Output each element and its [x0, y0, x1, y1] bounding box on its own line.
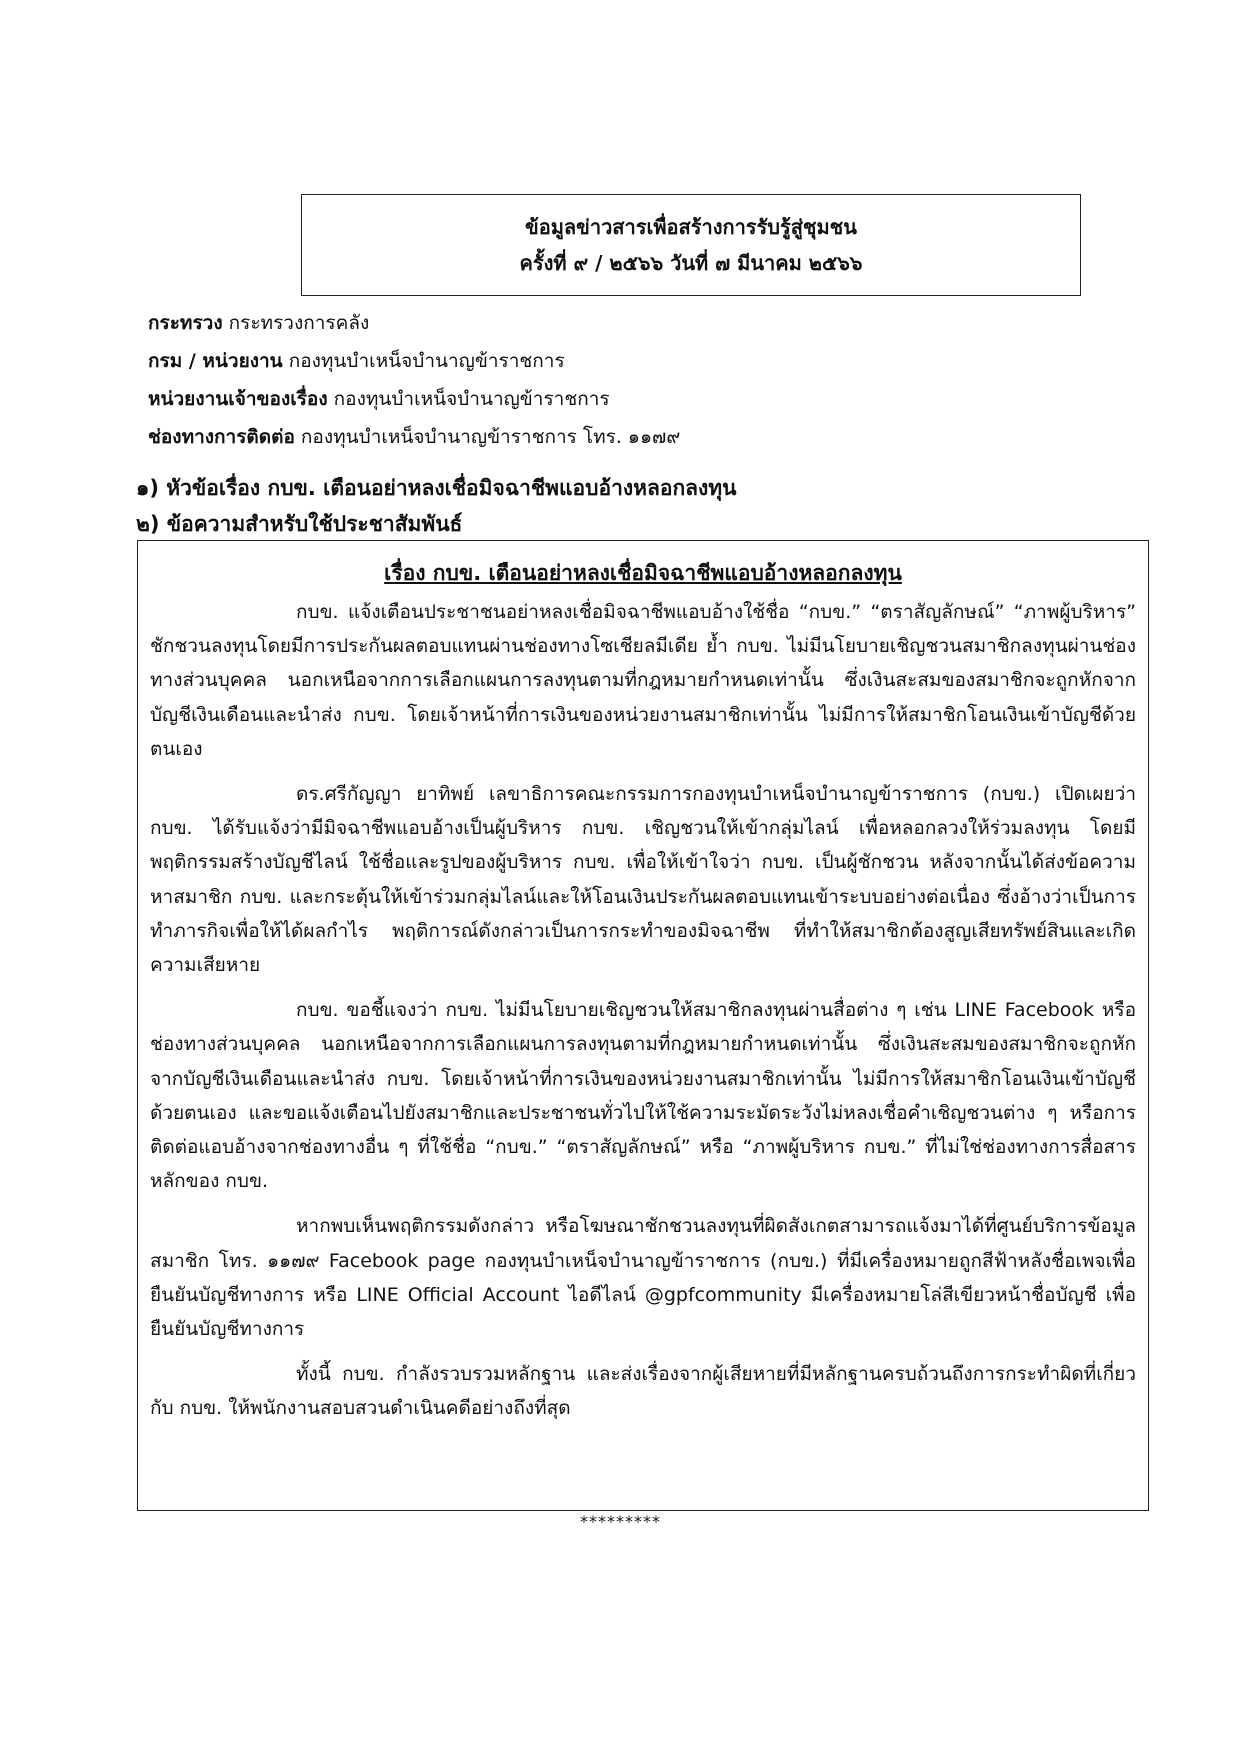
article-paragraph: ทั้งนี้ กบข. กำลังรวบรวมหลักฐาน และส่งเรื่องจากผู้เสียหายที่มีหลักฐานครบถ้วนถึงการกระทำผิดที่เกี่ยวกับ กบข. ให้พนักงานสอบสวนดำเนินคดีอย่างถึงที่สุด — [150, 1363, 1136, 1420]
section-message: ๒) ข้อความสำหรับใช้ประชาสัมพันธ์ — [136, 512, 463, 536]
meta-department-label: กรม / หน่วยงาน — [148, 350, 283, 372]
meta-ministry-label: กระทรวง — [148, 312, 223, 334]
meta-contact — [148, 418, 680, 456]
article-paragraph: กบข. ขอชี้แจงว่า กบข. ไม่มีนโยบายเชิญชวนให้สมาชิกลงทุนผ่านสื่อต่าง ๆ เช่น LINE Facebook หรือช่องทางส่วนบุคคล นอกเหนือจากการเลือกแผนการลงทุนตามที่กฎหมายกำหนดเท่านั้น ซึ่งเงินสะสมของสมาชิกจะถูกหักจากบัญชีเงินเดือนและนำส่ง กบข. โดยเจ้าหน้าที่การเงินของหน่วยงานสมาชิกเท่านั้น ไม่มีการให้สมาชิกโอนเงินเข้าบัญชีด้วยตนเอง และขอแจ้งเตือนไปยังสมาชิกและประชาชนทั่วไปให้ใช้ความระมัดระวังไม่หลงเชื่อคำเชิญชวนต่าง ๆ หรือการติดต่อแอบอ้างจากช่องทางอื่น ๆ ที่ใช้ชื่อ “กบข.” “ตราสัญลักษณ์” หรือ “ภาพผู้บริหาร กบข.” ที่ไม่ใช่ช่องทางการสื่อสารหลักของ กบข. — [150, 999, 1136, 1193]
meta-department-value: กองทุนบำเหน็จบำนาญข้าราชการ — [288, 350, 565, 372]
article-paragraph: ดร.ศรีกัญญา ยาทิพย์ เลขาธิการคณะกรรมการกองทุนบำเหน็จบำนาญข้าราชการ (กบข.) เปิดเผยว่า กบข. ได้รับแจ้งว่ามีมิจฉาชีพแอบอ้างเป็นผู้บริหาร กบข. เชิญชวนให้เข้ากลุ่มไลน์ เพื่อหลอกลวงให้ร่วมลงทุน โดยมีพฤติกรรมสร้างบัญชีไลน์ ใช้ชื่อและรูปของผู้บริหาร กบข. เพื่อให้เข้าใจว่า กบข. เป็นผู้ชักชวน หลังจากนั้นได้ส่งข้อความหาสมาชิก กบข. และกระตุ้นให้เข้าร่วมกลุ่มไลน์และให้โอนเงินประกันผลตอบแทนเข้าระบบอย่างต่อเนื่อง ซึ่งอ้างว่าเป็นการทำภารกิจเพื่อให้ได้ผลกำไร พฤติการณ์ดังกล่าวเป็นการกระทำของมิจฉาชีพ ที่ทำให้สมาชิกต้องสูญเสียทรัพย์สินและเกิดความเสียหาย — [150, 783, 1136, 977]
end-separator: ********* — [580, 1512, 661, 1531]
meta-owner-label: หน่วยงานเจ้าของเรื่อง — [148, 388, 328, 410]
meta-contact-label: ช่องทางการติดต่อ — [148, 426, 295, 448]
header-box — [301, 194, 1081, 296]
section-headings — [136, 470, 737, 542]
meta-contact-value: กองทุนบำเหน็จบำนาญข้าราชการ โทร. ๑๑๗๙ — [300, 426, 681, 448]
header-issue-date: ครั้งที่ ๙ / ๒๕๖๖ วันที่ ๗ มีนาคม ๒๕๖๖ — [519, 251, 863, 275]
meta-ministry — [148, 304, 680, 342]
header-title: ข้อมูลข่าวสารเพื่อสร้างการรับรู้สู่ชุมชน — [525, 215, 857, 239]
section-topic: ๑) หัวข้อเรื่อง กบข. เตือนอย่าหลงเชื่อมิจฉาชีพแอบอ้างหลอกลงทุน — [136, 476, 737, 500]
article-title: เรื่อง กบข. เตือนอย่าหลงเชื่อมิจฉาชีพแอบอ้างหลอกลงทุน — [384, 561, 902, 585]
meta-owner-value: กองทุนบำเหน็จบำนาญข้าราชการ — [333, 388, 610, 410]
press-release-box — [137, 540, 1149, 1511]
meta-owner — [148, 380, 680, 418]
meta-department — [148, 342, 680, 380]
meta-ministry-value: กระทรวงการคลัง — [228, 312, 370, 334]
article-paragraph: หากพบเห็นพฤติกรรมดังกล่าว หรือโฆษณาชักชวนลงทุนที่ผิดสังเกตสามารถแจ้งมาได้ที่ศูนย์บริการข้อมูลสมาชิก โทร. ๑๑๗๙ Facebook page กองทุนบำเหน็จบำนาญข้าราชการ (กบข.) ที่มีเครื่องหมายถูกสีฟ้าหลังชื่อเพจเพื่อยืนยันบัญชีทางการ หรือ LINE Official Account ไอดีไลน์ @gpfcommunity มีเครื่องหมายโล่สีเขียวหน้าชื่อบัญชี เพื่อยืนยันบัญชีทางการ — [150, 1215, 1136, 1341]
meta-info — [148, 304, 680, 456]
article-paragraph: กบข. แจ้งเตือนประชาชนอย่าหลงเชื่อมิจฉาชีพแอบอ้างใช้ชื่อ “กบข.” “ตราสัญลักษณ์” “ภาพผู้บริหาร” ชักชวนลงทุนโดยมีการประกันผลตอบแทนผ่านช่องทางโซเชียลมีเดีย ย้ำ กบข. ไม่มีนโยบายเชิญชวนสมาชิกลงทุนผ่านช่องทางส่วนบุคคล นอกเหนือจากการเลือกแผนการลงทุนตามที่กฎหมายกำหนดเท่านั้น ซึ่งเงินสะสมของสมาชิกจะถูกหักจากบัญชีเงินเดือนและนำส่ง กบข. โดยเจ้าหน้าที่การเงินของหน่วยงานสมาชิกเท่านั้น ไม่มีการให้สมาชิกโอนเงินเข้าบัญชีด้วยตนเอง — [150, 601, 1136, 760]
